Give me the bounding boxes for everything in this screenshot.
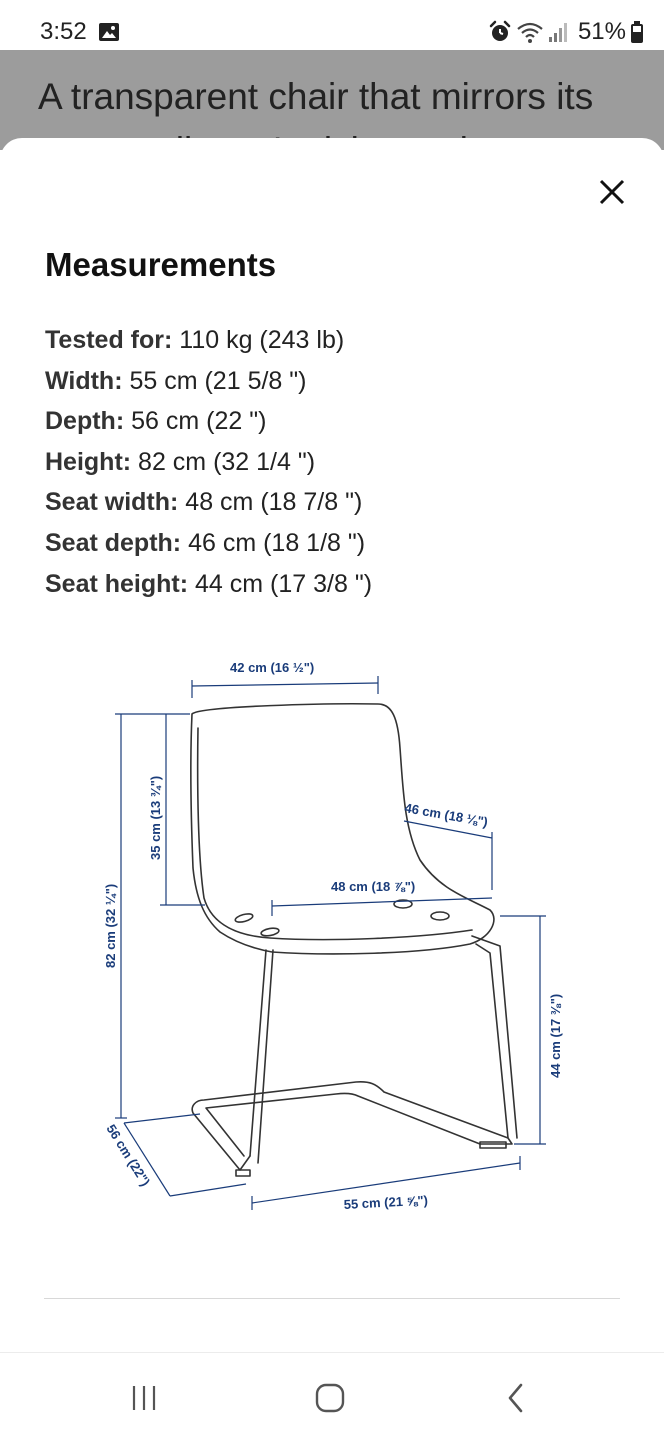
spec-value: 48 cm (18 7/8 ") — [178, 488, 363, 517]
dimension-labels — [103, 660, 563, 1212]
dim-seat-height-label: 44 cm (17 ⅜") — [548, 993, 563, 1078]
seat-hole — [431, 912, 449, 920]
dim-total-height-label: 82 cm (32 ¼") — [103, 883, 118, 968]
spec-value: 56 cm (22 ") — [124, 407, 267, 436]
chair-frame-back — [472, 936, 517, 1138]
spec-height — [45, 442, 372, 483]
battery-percent: 51% — [577, 18, 626, 45]
back-icon — [505, 1382, 527, 1414]
spec-list — [45, 320, 372, 604]
spec-value: 82 cm (32 1/4 ") — [131, 447, 316, 476]
spec-seat-depth — [45, 523, 372, 564]
status-right-cluster — [488, 16, 644, 48]
spec-label: Height: — [45, 447, 132, 476]
spec-depth — [45, 401, 372, 442]
measurements-sheet — [0, 138, 664, 1352]
battery-icon — [630, 20, 644, 44]
spec-value: 55 cm (21 5/8 ") — [122, 366, 307, 395]
background-page-scrim — [0, 50, 664, 150]
recent-apps-button[interactable] — [124, 1381, 164, 1415]
chair-foot — [236, 1170, 250, 1176]
seat-hole — [234, 912, 253, 923]
background-headline: A transparent chair that mirrors its — [38, 76, 594, 117]
home-icon — [314, 1383, 346, 1413]
chair-drawing — [191, 704, 517, 1176]
spec-seat-width — [45, 482, 372, 523]
spec-value: 110 kg (243 lb) — [172, 326, 345, 354]
recent-apps-icon — [129, 1384, 159, 1412]
spec-tested-for — [45, 320, 372, 361]
chair-frame-front — [250, 950, 273, 1163]
spec-value: 44 cm (17 3/8 ") — [188, 569, 373, 598]
sheet-title: Measurements — [45, 246, 277, 283]
wifi-icon — [516, 20, 544, 44]
dim-backrest-width-label: 42 cm (16 ½") — [230, 660, 315, 675]
dimension-lines — [115, 676, 546, 1210]
close-button[interactable] — [592, 172, 632, 212]
spec-label: Tested for: — [45, 326, 173, 354]
chair-backrest-edge — [198, 728, 472, 940]
spec-value: 46 cm (18 1/8 ") — [181, 528, 366, 557]
status-bar — [0, 0, 664, 50]
section-divider — [44, 1298, 620, 1299]
dim-seat-depth-label: 46 cm (18 ⅛") — [403, 800, 490, 830]
home-button[interactable] — [310, 1381, 350, 1415]
dim-width-label: 55 cm (21 ⅝") — [343, 1192, 429, 1212]
gallery-icon — [98, 22, 120, 42]
close-icon — [599, 179, 625, 205]
spec-label: Seat height: — [45, 569, 189, 598]
spec-seat-height — [45, 564, 372, 605]
spec-label: Depth: — [45, 407, 125, 436]
chair-dimension-diagram — [95, 638, 565, 1238]
status-time: 3:52 — [40, 18, 87, 45]
chair-foot — [480, 1142, 506, 1148]
dim-depth-label: 56 cm (22") — [103, 1121, 154, 1189]
spec-width — [45, 361, 372, 402]
navigation-bar — [0, 1352, 664, 1440]
seat-hole — [261, 927, 280, 937]
dim-backrest-height-label: 35 cm (13 ¾") — [148, 775, 163, 860]
spec-label: Seat depth: — [45, 528, 182, 557]
signal-icon — [548, 21, 568, 43]
spec-label: Seat width: — [45, 488, 179, 517]
chair-frame-base — [192, 1082, 512, 1170]
alarm-icon — [488, 20, 512, 44]
dim-seat-width-label: 48 cm (18 ⅞") — [331, 879, 416, 894]
back-button[interactable] — [496, 1381, 536, 1415]
spec-label: Width: — [45, 366, 123, 395]
